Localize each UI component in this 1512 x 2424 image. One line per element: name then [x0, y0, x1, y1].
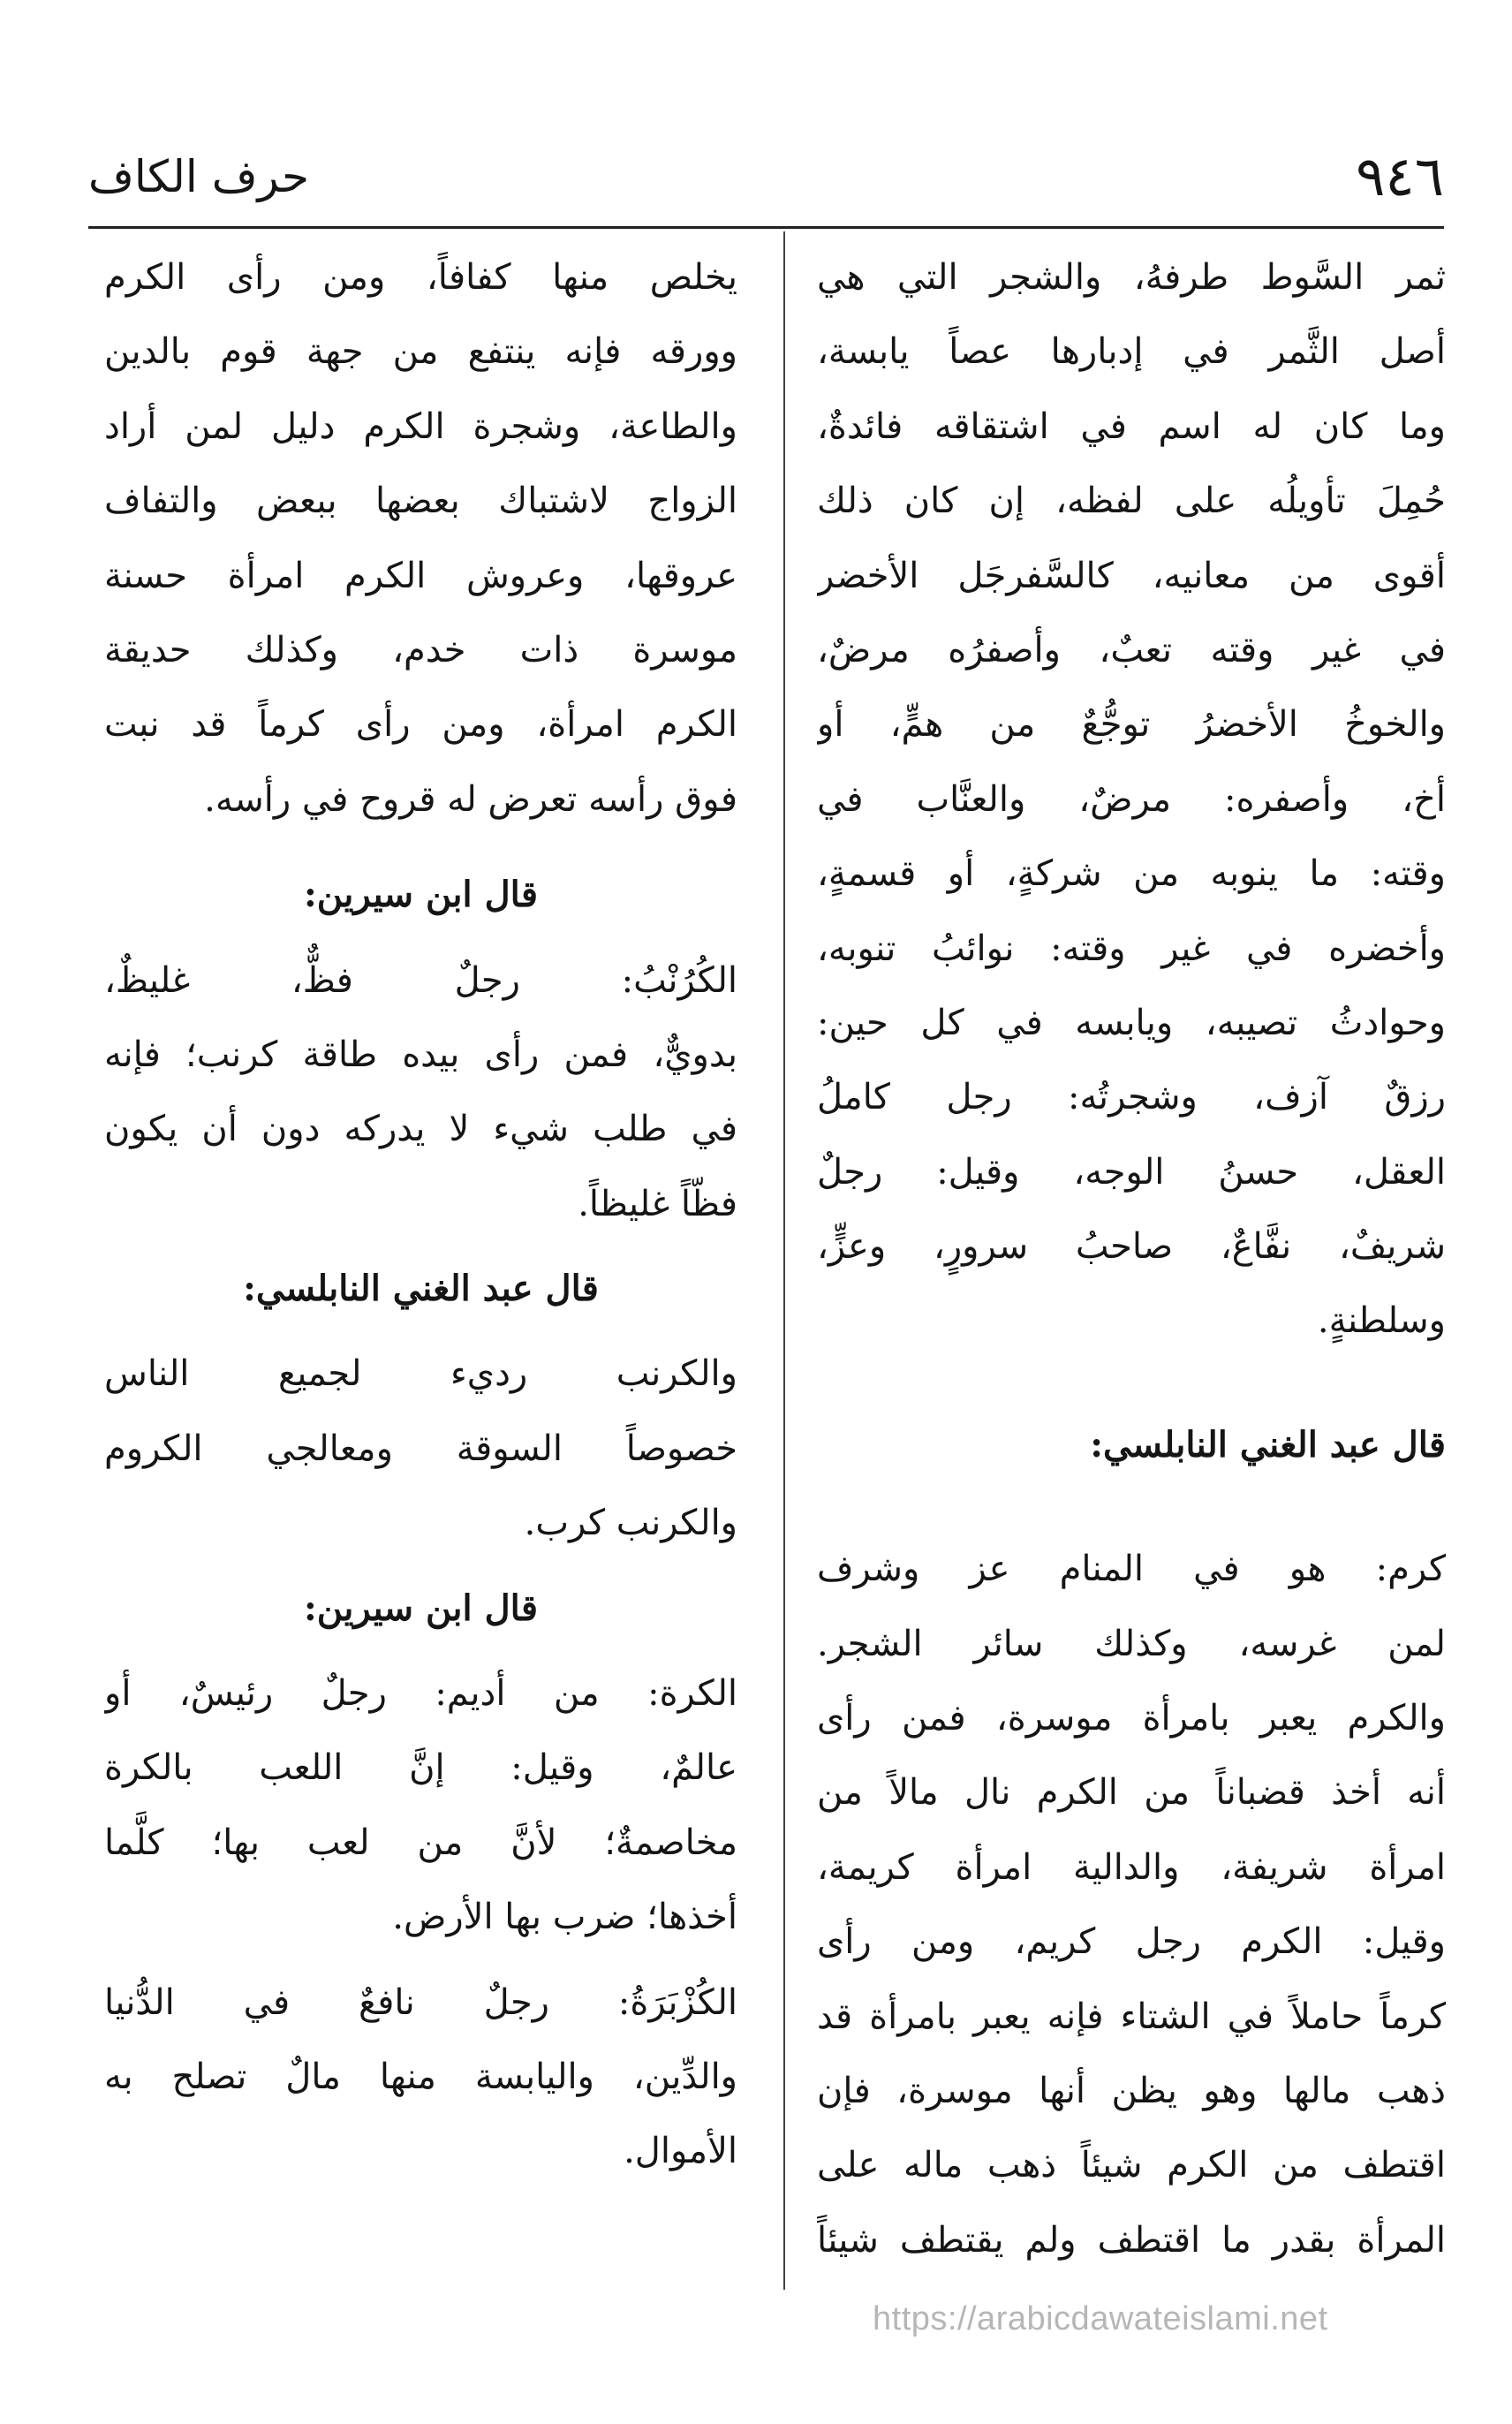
text-line: في طلب شيء لا يدركه دون أن يكون [104, 1109, 737, 1150]
text-line: ذهب مالها وهو يظن أنها موسرة، فإن [817, 2070, 1446, 2111]
spacer [104, 1646, 737, 1656]
text-line: بدويٌّ، فمن رأى بيده طاقة كرنب؛ فإنه [104, 1034, 737, 1075]
text-line: وسلطنةٍ. [1317, 1300, 1446, 1342]
text-line: أصل الثَّمر في إدبارها عصاً يابسة، [817, 331, 1446, 373]
page-number: ٩٤٦ [1356, 144, 1444, 208]
text-line: العقل، حسنُ الوجه، وقيل: رجلٌ [817, 1151, 1446, 1193]
spacer [817, 1359, 1446, 1408]
text-line: حُمِلَ تأويلُه على لفظه، إن كان ذلك [817, 481, 1446, 522]
text-line: الكُزْبَرَةُ: رجلٌ نافعٌ في الدُّنيا [104, 1981, 737, 2023]
spacer [104, 933, 737, 943]
watermark-url: https://arabicdawateislami.net [873, 2300, 1328, 2337]
text-line: أنه أخذ قضباناً من الكرم نال مالاً من [817, 1772, 1446, 1814]
text-line: وأخضره في غير وقته: نوائبُ تنوبه، [817, 928, 1446, 969]
section-heading: قال ابن سيرين: [304, 1587, 538, 1629]
text-line: كرم: هو في المنام عز وشرف [817, 1549, 1446, 1590]
text-line: ثمر السَّوط طرفهُ، والشجر التي هي [817, 257, 1446, 298]
text-line: وما كان له اسم في اشتقاقه فائدةٌ، [817, 405, 1446, 447]
text-line: امرأة شريفة، والدالية امرأة كريمة، [817, 1846, 1446, 1888]
section-heading: قال عبد الغني النابلسي: [243, 1268, 599, 1310]
text-line: الكرم امرأة، ومن رأى كرماً قد نبت [104, 704, 737, 746]
spacer [104, 837, 737, 858]
text-line: والطاعة، وشجرة الكرم دليل لمن أراد [104, 405, 737, 447]
spacer [817, 1482, 1446, 1532]
text-line: الكُرُنْبُ: رجلٌ فظٌّ، غليظٌ، [104, 959, 737, 1001]
text-line: أقوى من معانيه، كالسَّفرجَل الأخضر [817, 555, 1446, 596]
text-line: موسرة ذات خدم، وكذلك حديقة [104, 629, 737, 670]
text-line: يخلص منها كفافاً، ومن رأى الكرم [104, 257, 737, 298]
text-line: مخاصمةٌ؛ لأنَّ من لعب بها؛ كلَّما [104, 1822, 737, 1863]
text-line: والكرنب رديء لجميع الناس [104, 1353, 737, 1395]
text-line: لمن غرسه، وكذلك سائر الشجر. [817, 1623, 1446, 1664]
text-line: في غير وقته تعبٌ، وأصفرُه مرضٌ، [817, 629, 1446, 670]
section-heading: قال ابن سيرين: [304, 874, 538, 916]
text-line: والكرنب كرب. [524, 1503, 737, 1544]
text-line: كرماً حاملاً في الشتاء فإنه يعبر بامرأة قد [817, 1996, 1446, 2037]
column-divider [783, 231, 785, 2290]
text-line: وورقه فإنه ينتفع من جهة قوم بالدين [104, 331, 737, 373]
header-rule [88, 226, 1444, 229]
text-line: فوق رأسه تعرض له قروح في رأسه. [204, 778, 737, 820]
text-line: أخذها؛ ضرب بها الأرض. [392, 1897, 737, 1938]
text-line: والكرم يعبر بامرأة موسرة، فمن رأى [817, 1698, 1446, 1739]
text-line: والدِّين، واليابسة منها مالٌ تصلح به [104, 2056, 737, 2097]
spacer [104, 1326, 737, 1337]
text-line: المرأة بقدر ما اقتطف ولم يقتطف شيئاً [817, 2219, 1446, 2261]
text-line: عالمٌ، وقيل: إنَّ اللعب بالكرة [104, 1747, 737, 1789]
text-line: والخوخُ الأخضرُ توجُّعٌ من همٍّ، أو [817, 704, 1446, 746]
spacer [104, 1241, 737, 1252]
text-line: خصوصاً السوقة ومعالجي الكروم [104, 1428, 737, 1469]
right-column [817, 240, 1446, 2277]
text-line: شريفٌ، نفَّاعٌ، صاحبُ سرورٍ، وعزٍّ، [817, 1226, 1446, 1268]
section-heading: قال عبد الغني النابلسي: [1090, 1423, 1446, 1466]
text-line: الكرة: من أديم: رجلٌ رئيسٌ، أو [104, 1673, 737, 1715]
text-line: أخ، وأصفره: مرضٌ، والعنَّاب في [817, 778, 1446, 820]
text-line: عروقها، وعروش الكرم امرأة حسنة [104, 555, 737, 596]
text-line: وحوادثُ تصيبه، ويابسه في كل حين: [817, 1002, 1446, 1043]
chapter-title: حرف الكاف [88, 151, 310, 202]
left-column [104, 240, 737, 2189]
text-line: الأموال. [624, 2131, 737, 2172]
spacer [104, 1561, 737, 1572]
text-line: وقيل: الكرم رجل كريم، ومن رأى [817, 1921, 1446, 1963]
text-line: وقته: ما ينوبه من شركةٍ، أو قسمةٍ، [817, 853, 1446, 895]
text-line: رزقٌ آزف، وشجرتُه: رجل كاملُ [817, 1077, 1446, 1118]
running-head [88, 141, 1444, 212]
text-line: الزواج لاشتباك بعضها ببعض والتفاف [104, 481, 737, 522]
text-line: اقتطف من الكرم شيئاً ذهب ماله على [817, 2145, 1446, 2186]
spacer [104, 1955, 737, 1966]
text-line: فظّاً غليظاً. [578, 1183, 737, 1224]
